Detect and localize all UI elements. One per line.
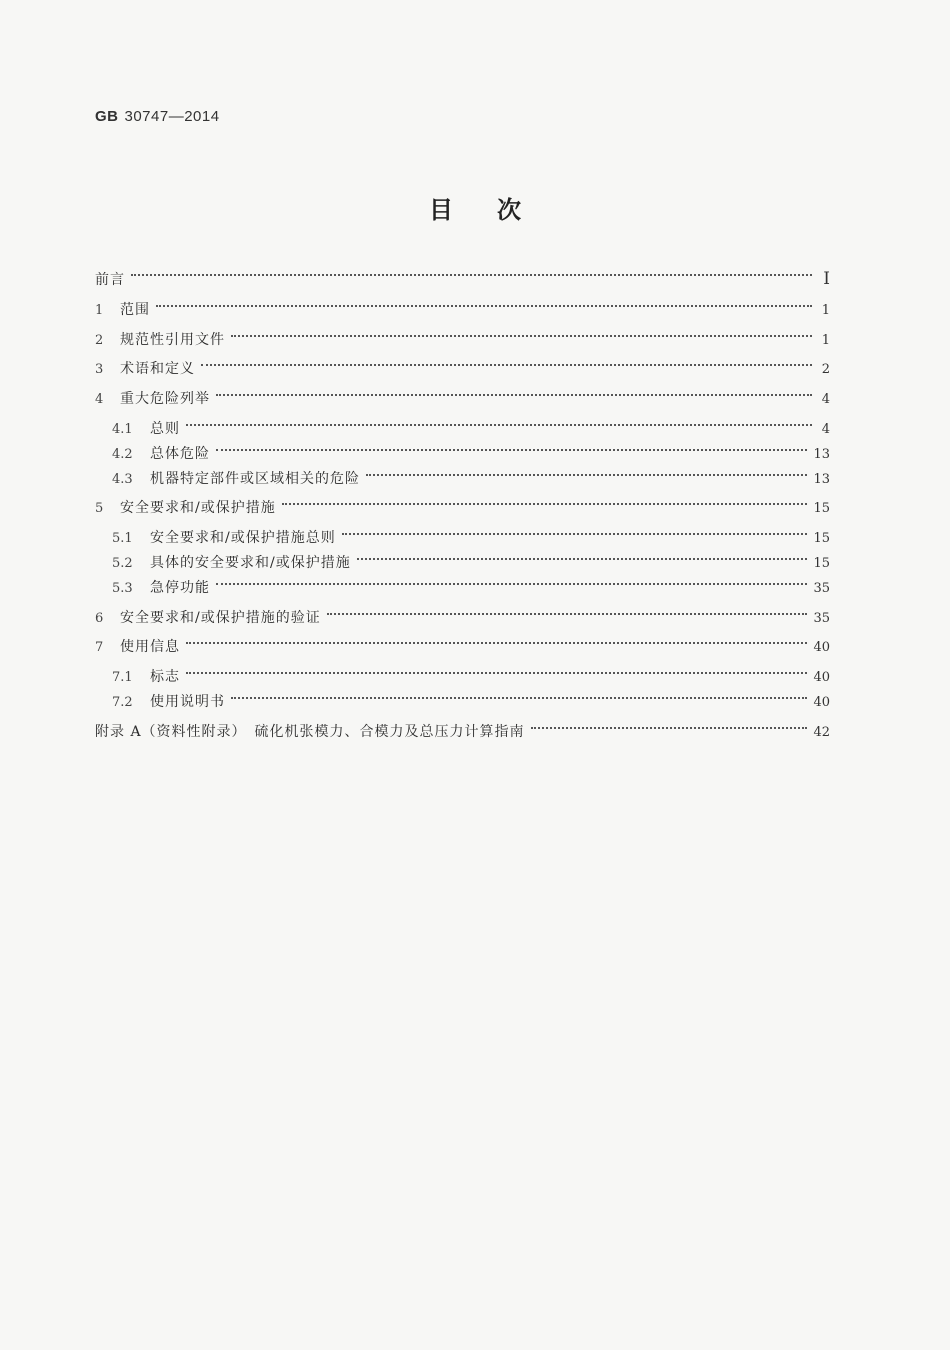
toc-entry-page: 2 — [821, 362, 830, 377]
title-char-1: 目 — [429, 196, 453, 224]
toc-entry-number: 4 — [95, 392, 104, 407]
leader-dots — [231, 335, 812, 337]
toc-entry-label: 规范性引用文件 — [120, 332, 225, 348]
leader-dots — [231, 697, 807, 699]
leader-dots — [216, 394, 812, 396]
toc-entry-number: 5.1 — [112, 531, 133, 546]
leader-dots — [186, 672, 807, 674]
toc-entry-page: 15 — [813, 556, 830, 571]
leader-dots — [531, 727, 808, 729]
toc-entry-label: 标志 — [150, 669, 180, 685]
toc-entry-page: 1 — [821, 333, 830, 348]
toc-entry-4-3[interactable] — [112, 468, 830, 490]
toc-entry-5-3[interactable] — [112, 577, 830, 599]
toc-entry-label: 术语和定义 — [120, 361, 195, 377]
title-char-2: 次 — [497, 196, 521, 224]
standard-code — [95, 108, 220, 125]
toc-entry-page: 13 — [813, 472, 830, 487]
toc-entry-label: 具体的安全要求和/或保护措施 — [150, 555, 351, 571]
toc-entry-label: 总体危险 — [150, 446, 210, 462]
toc-entry-4-1[interactable] — [112, 418, 830, 440]
toc-entry-4-2[interactable] — [112, 443, 830, 465]
toc-entry-2[interactable] — [95, 329, 830, 351]
leader-dots — [216, 583, 807, 585]
standard-number: 30747—2014 — [124, 108, 220, 125]
leader-dots — [282, 503, 808, 505]
leader-dots — [366, 474, 807, 476]
toc-entry-label: 安全要求和/或保护措施总则 — [150, 530, 336, 546]
leader-dots — [342, 533, 808, 535]
toc-entry-label: 重大危险列举 — [120, 391, 210, 407]
toc-entry-1[interactable] — [95, 299, 830, 321]
toc-entry-6[interactable] — [95, 607, 830, 629]
toc-entry-number: 6 — [95, 611, 104, 626]
toc-entry-3[interactable] — [95, 358, 830, 380]
toc-entry-number: 7 — [95, 640, 104, 655]
toc-entry-7-1[interactable] — [112, 666, 830, 688]
toc-entry-number: 7.1 — [112, 670, 133, 685]
toc-entry-label: 使用信息 — [120, 639, 180, 655]
toc-entry-page: 40 — [813, 695, 830, 710]
toc-entry-page: I — [823, 269, 830, 289]
toc-entry-number: 5 — [95, 501, 104, 516]
toc-entry-page: 1 — [821, 303, 830, 318]
toc-entry-page: 35 — [813, 611, 830, 626]
toc-entry-page: 4 — [821, 422, 830, 437]
toc-entry-5-2[interactable] — [112, 552, 830, 574]
toc-entry-label: 前言 — [95, 272, 125, 288]
standard-prefix: GB — [95, 108, 119, 125]
toc-entry-foreword[interactable] — [95, 268, 830, 290]
toc-entry-label: 安全要求和/或保护措施的验证 — [120, 610, 321, 626]
toc-entry-label: 附录 A（资料性附录） 硫化机张模力、合模力及总压力计算指南 — [95, 724, 525, 740]
toc-entry-number: 4.3 — [112, 472, 133, 487]
leader-dots — [201, 364, 812, 366]
leader-dots — [216, 449, 807, 451]
page-title — [0, 190, 950, 225]
toc-entry-number: 4.1 — [112, 422, 133, 437]
toc-entry-page: 4 — [821, 392, 830, 407]
toc-entry-4[interactable] — [95, 388, 830, 410]
toc-entry-5-1[interactable] — [112, 527, 830, 549]
toc-entry-number: 4.2 — [112, 447, 133, 462]
leader-dots — [357, 558, 808, 560]
toc-entry-page: 40 — [813, 670, 830, 685]
toc-entry-number: 1 — [95, 303, 104, 318]
leader-dots — [186, 424, 812, 426]
toc-entry-label: 机器特定部件或区域相关的危险 — [150, 471, 360, 487]
toc-entry-label: 急停功能 — [150, 580, 210, 596]
toc-entry-label: 安全要求和/或保护措施 — [120, 500, 276, 516]
toc-entry-number: 5.2 — [112, 556, 133, 571]
toc-entry-7-2[interactable] — [112, 691, 830, 713]
toc-entry-annex-a[interactable] — [95, 721, 830, 743]
leader-dots — [327, 613, 808, 615]
toc-entry-number: 7.2 — [112, 695, 133, 710]
toc-entry-5[interactable] — [95, 497, 830, 519]
leader-dots — [131, 274, 812, 276]
toc-entry-page: 42 — [813, 725, 830, 740]
toc-entry-page: 15 — [813, 501, 830, 516]
toc-entry-page: 35 — [813, 581, 830, 596]
toc-entry-label: 范围 — [120, 302, 150, 318]
toc-entry-7[interactable] — [95, 636, 830, 658]
toc-entry-number: 5.3 — [112, 581, 133, 596]
toc-entry-page: 13 — [813, 447, 830, 462]
toc-entry-label: 使用说明书 — [150, 694, 225, 710]
toc-entry-number: 3 — [95, 362, 104, 377]
leader-dots — [186, 642, 807, 644]
leader-dots — [156, 305, 812, 307]
toc-entry-page: 40 — [813, 640, 830, 655]
toc-entry-page: 15 — [813, 531, 830, 546]
toc-entry-number: 2 — [95, 333, 104, 348]
toc-entry-label: 总则 — [150, 421, 180, 437]
